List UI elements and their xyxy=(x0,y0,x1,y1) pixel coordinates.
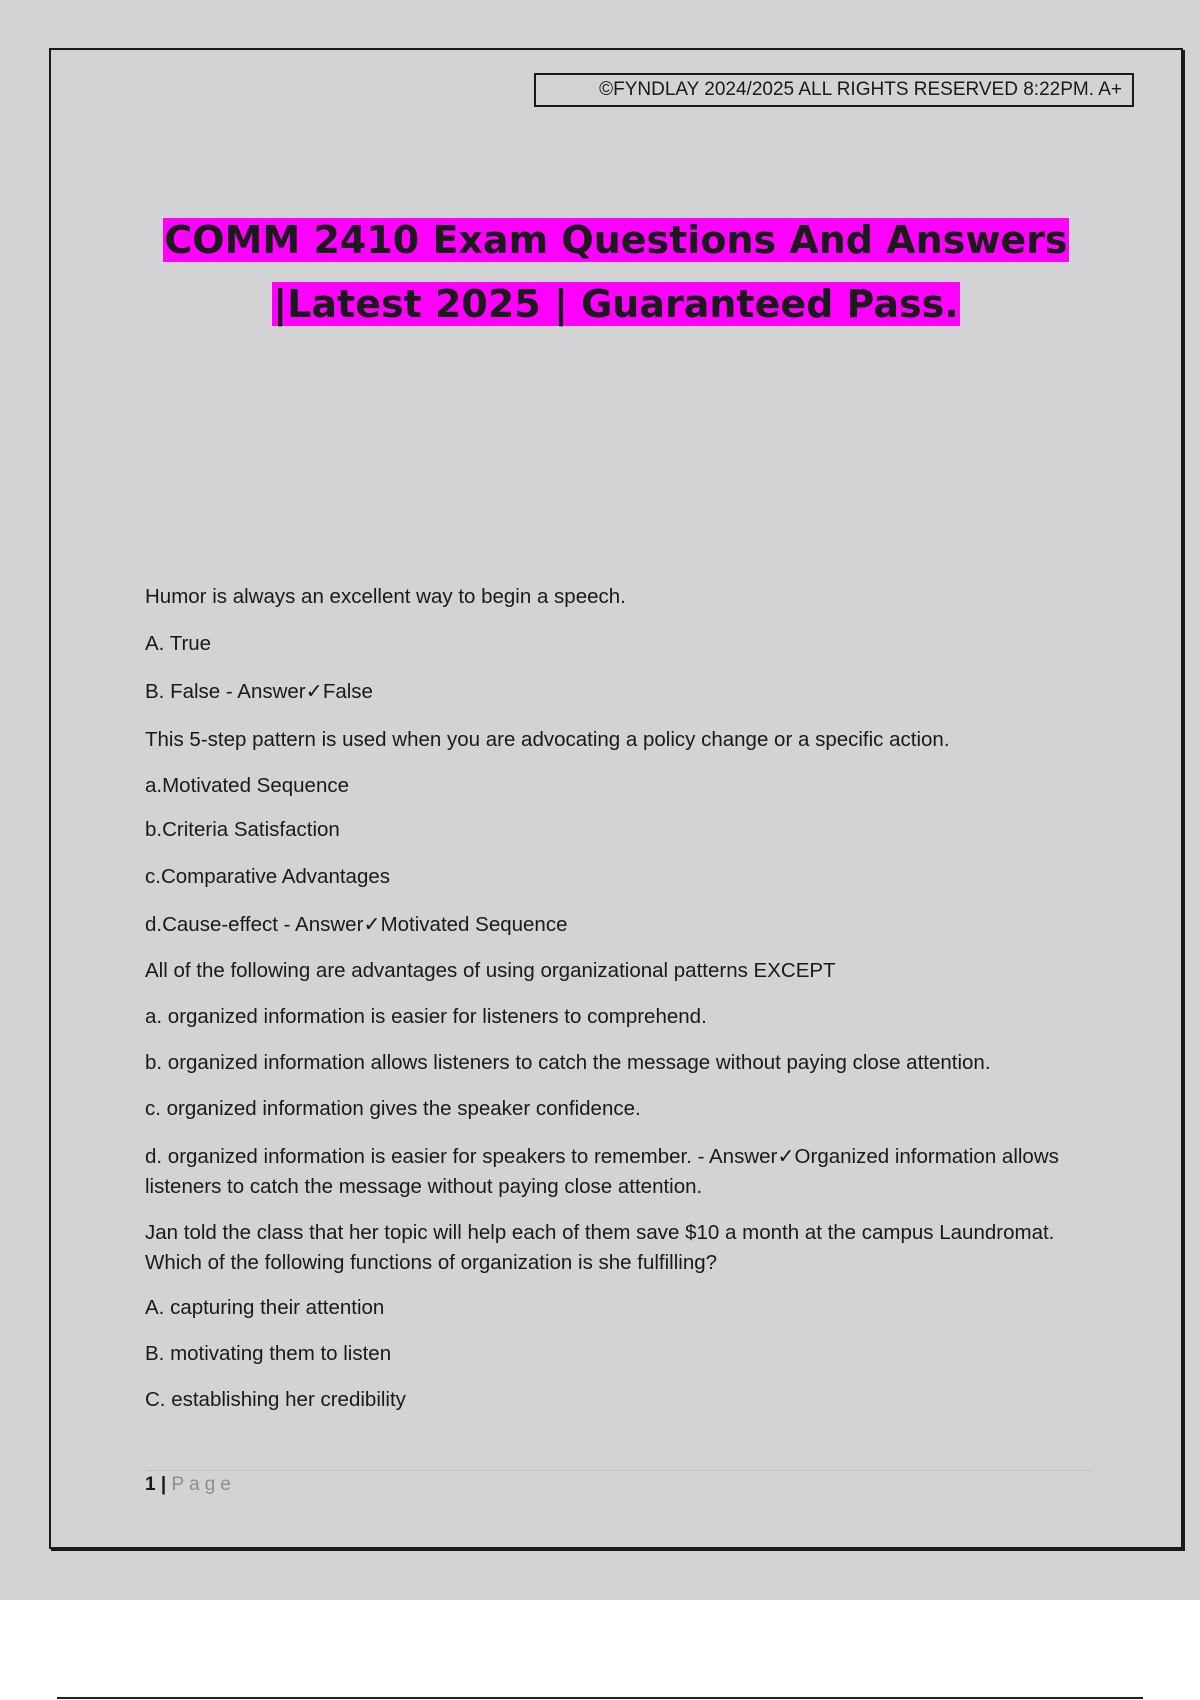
question-3-option-b: b. organized information allows listeners to catch the message without paying close attention. xyxy=(145,1051,991,1074)
document-title xyxy=(100,208,1132,336)
page-footer xyxy=(145,1474,236,1496)
footer-divider xyxy=(145,1470,1093,1471)
title-line-1: COMM 2410 Exam Questions And Answers xyxy=(164,218,1068,262)
title-line-2: |Latest 2025 | Guaranteed Pass. xyxy=(273,282,959,326)
question-2: This 5-step pattern is used when you are advocating a policy change or a specific action. xyxy=(145,728,950,751)
question-4-option-b: B. motivating them to listen xyxy=(145,1342,392,1365)
question-3-option-a: a. organized information is easier for listeners to comprehend. xyxy=(145,1005,707,1028)
next-page-edge xyxy=(57,1697,1143,1699)
question-3-option-c: c. organized information gives the speaker confidence. xyxy=(145,1097,641,1120)
page-number: 1 xyxy=(145,1474,156,1495)
question-1: Humor is always an excellent way to begin a speech. xyxy=(145,585,626,608)
question-4: Jan told the class that her topic will help each of them save $10 a month at the campus Laundromat. Which of the following functions of organization is she fulfilling? xyxy=(145,1221,1055,1274)
copyright-header: ©FYNDLAY 2024/2025 ALL RIGHTS RESERVED 8:22PM. A+ xyxy=(534,73,1134,107)
question-2-option-c: c.Comparative Advantages xyxy=(145,865,390,888)
question-1-option-a: A. True xyxy=(145,632,212,655)
page-label: Page xyxy=(171,1474,236,1495)
question-4-option-a: A. capturing their attention xyxy=(145,1296,385,1319)
question-2-option-b: b.Criteria Satisfaction xyxy=(145,818,340,841)
question-3-option-d: d. organized information is easier for speakers to remember. - Answer✓Organized information allows listeners to catch the message without paying close attention. xyxy=(145,1145,1059,1198)
question-4-option-c: C. establishing her credibility xyxy=(145,1388,406,1411)
question-3: All of the following are advantages of using organizational patterns EXCEPT xyxy=(145,959,836,982)
page-separator: | xyxy=(155,1474,172,1495)
question-1-option-b: B. False - Answer✓False xyxy=(145,680,373,703)
question-2-option-d: d.Cause-effect - Answer✓Motivated Sequence xyxy=(145,913,568,936)
question-2-option-a: a.Motivated Sequence xyxy=(145,774,349,797)
